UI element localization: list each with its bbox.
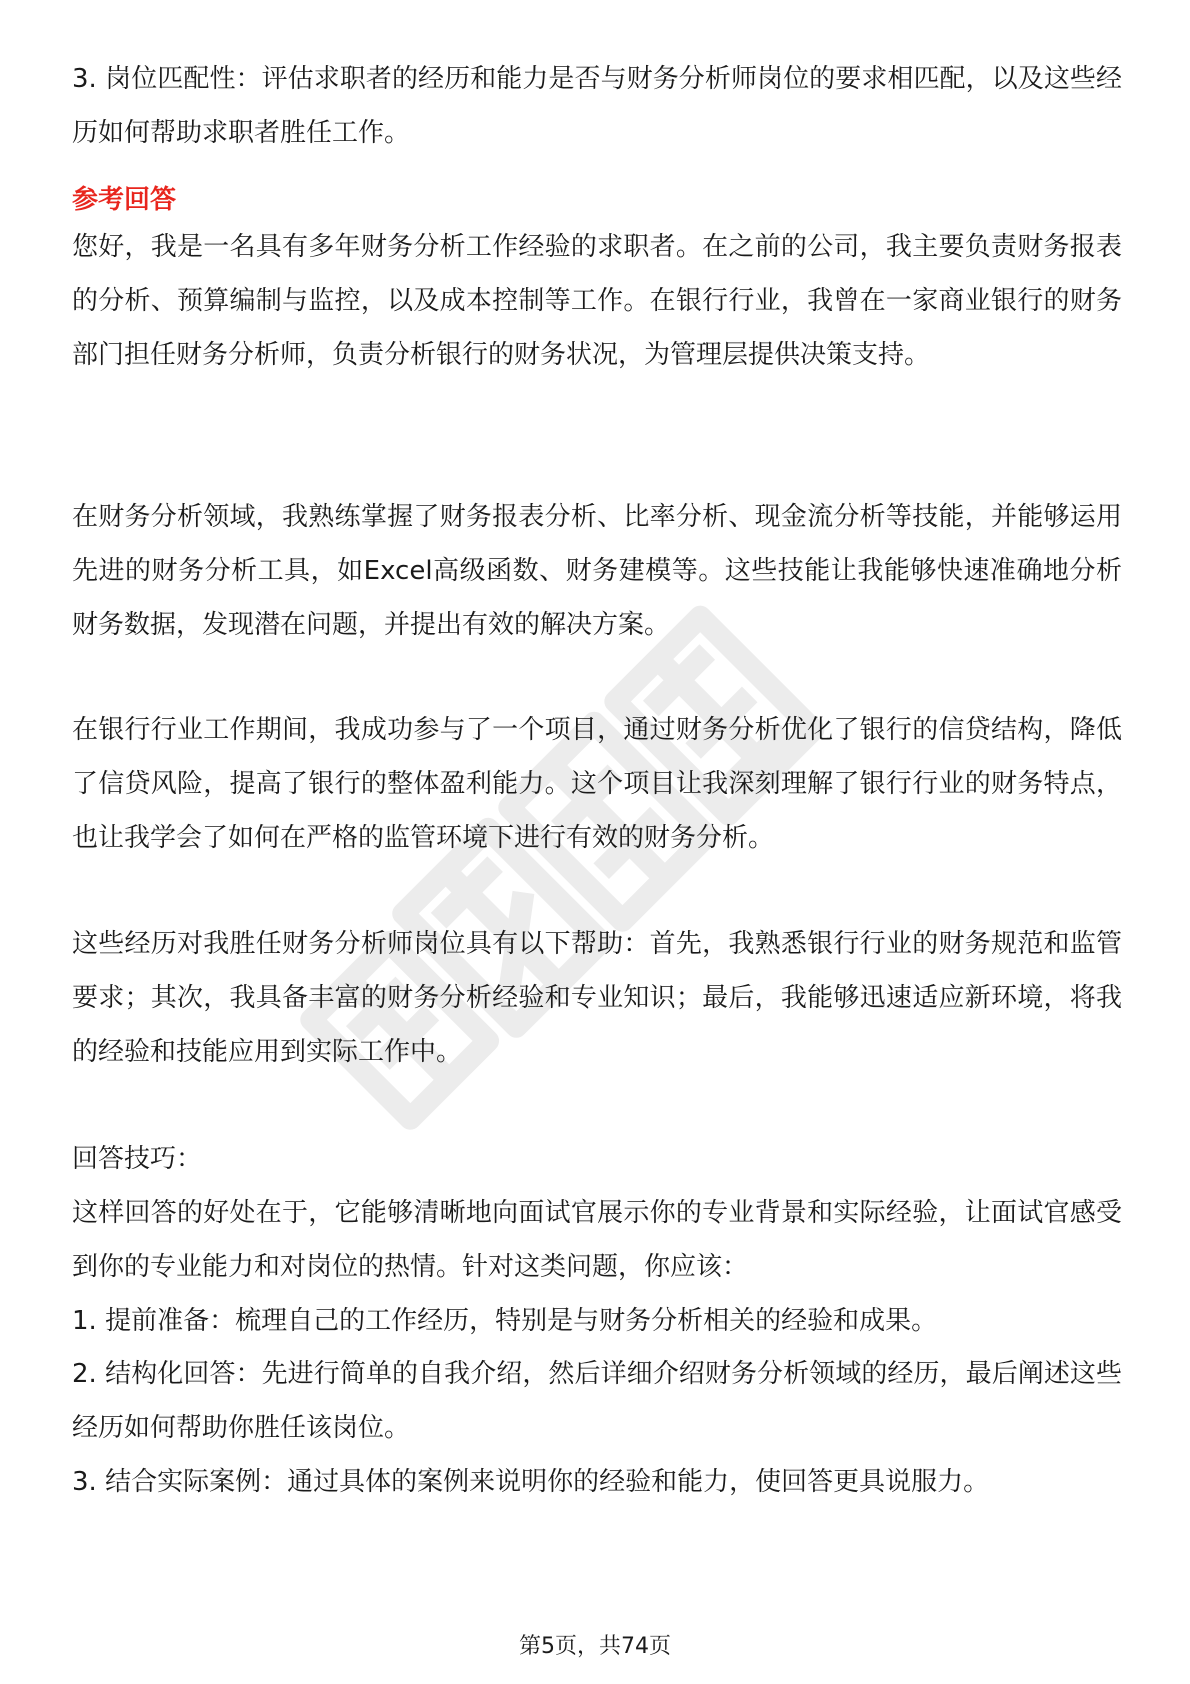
tips-heading: 回答技巧： bbox=[72, 1144, 203, 1174]
answer-paragraph-4: 这些经历对我胜任财务分析师岗位具有以下帮助：首先，我熟悉银行行业的财务规范和监管要求；其次，我具备丰富的财务分析经验和专业知识；最后，我能够迅速适应新环境，将我的经验和技能应用到实际工作中。 bbox=[72, 929, 1122, 1067]
answer-paragraph-3: 在银行行业工作期间，我成功参与了一个项目，通过财务分析优化了银行的信贷结构，降低了信贷风险，提高了银行的整体盈利能力。这个项目让我深刻理解了银行行业的财务特点，也让我学会了如何在严格的监管环境下进行有效的财务分析。 bbox=[72, 715, 1122, 853]
tip-item-1: 1. 提前准备：梳理自己的工作经历，特别是与财务分析相关的经验和成果。 bbox=[72, 1306, 938, 1336]
answer-paragraph-2: 在财务分析领域，我熟练掌握了财务报表分析、比率分析、现金流分析等技能，并能够运用先进的财务分析工具，如Excel高级函数、财务建模等。这些技能让我能够快速准确地分析财务数据，发现潜在问题，并提出有效的解决方案。 bbox=[72, 502, 1122, 640]
page-number: 第5页，共74页 bbox=[519, 1634, 671, 1659]
tips-intro: 这样回答的好处在于，它能够清晰地向面试官展示你的专业背景和实际经验，让面试官感受到你的专业能力和对岗位的热情。针对这类问题，你应该： bbox=[72, 1198, 1122, 1282]
evaluation-point-3: 3. 岗位匹配性：评估求职者的经历和能力是否与财务分析师岗位的要求相匹配，以及这些经历如何帮助求职者胜任工作。 bbox=[72, 64, 1122, 148]
answer-paragraph-1: 您好，我是一名具有多年财务分析工作经验的求职者。在之前的公司，我主要负责财务报表的分析、预算编制与监控，以及成本控制等工作。在银行行业，我曾在一家商业银行的财务部门担任财务分析师，负责分析银行的财务状况，为管理层提供决策支持。 bbox=[72, 232, 1122, 370]
tip-item-2: 2. 结构化回答：先进行简单的自我介绍，然后详细介绍财务分析领域的经历，最后阐述这些经历如何帮助你胜任该岗位。 bbox=[72, 1359, 1122, 1443]
reference-answer-heading: 参考回答 bbox=[72, 185, 177, 215]
tip-item-3: 3. 结合实际案例：通过具体的案例来说明你的经验和能力，使回答更具说服力。 bbox=[72, 1467, 990, 1497]
